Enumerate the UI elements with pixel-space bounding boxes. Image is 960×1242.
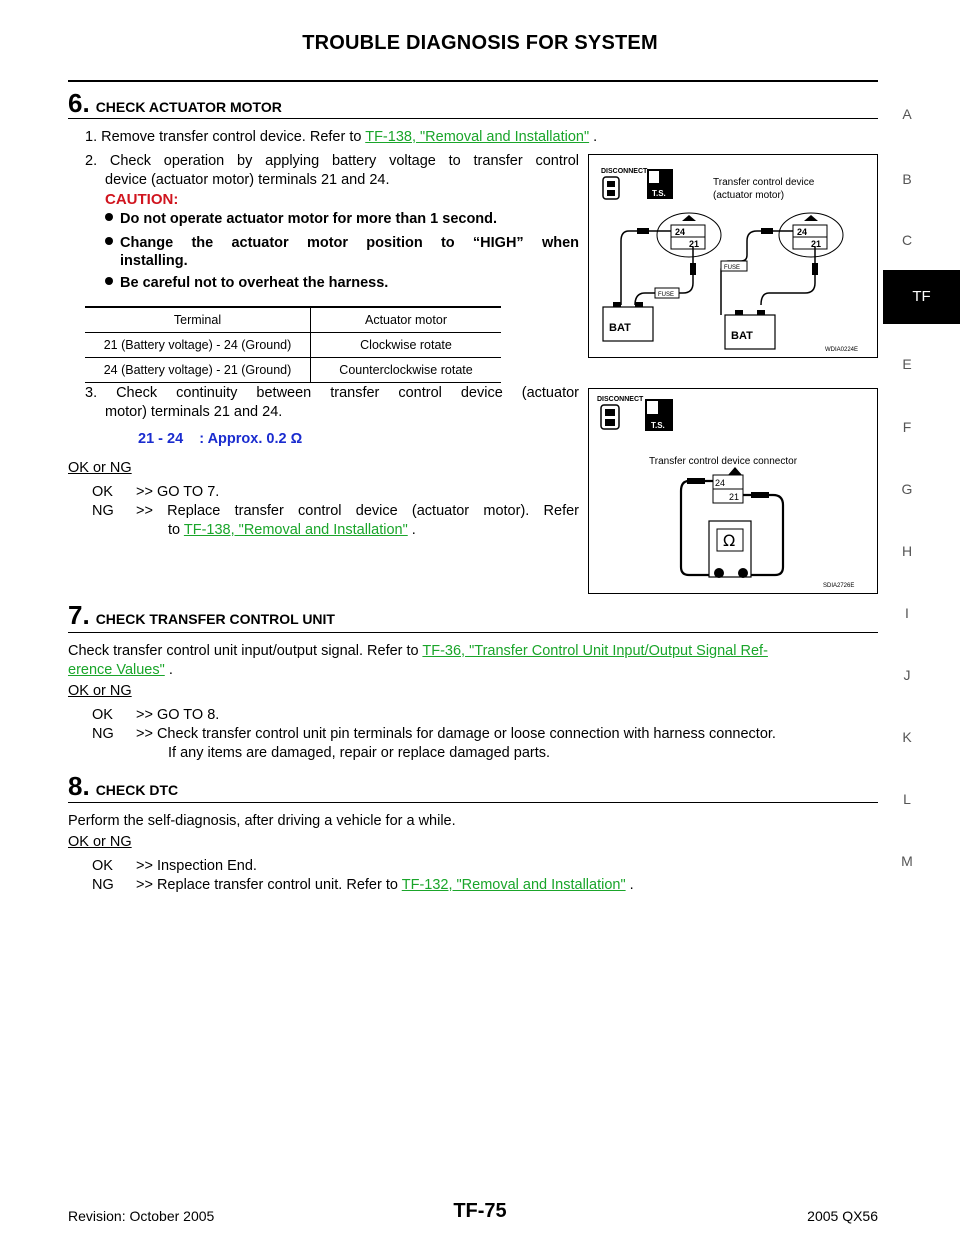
step-8-number: 8. (68, 771, 90, 801)
continuity-spec: 21 - 24 : Approx. 0.2 Ω (138, 431, 303, 447)
figure-actuator-motor-wiring (588, 154, 878, 358)
terminal-table (85, 308, 501, 383)
svg-text:T.S.: T.S. (651, 421, 665, 430)
section-index-a[interactable]: A (902, 106, 912, 122)
link-tf-36-signal-reference-cont[interactable]: erence Values" (68, 662, 165, 678)
step-8-title: CHECK DTC (95, 782, 179, 798)
link-tf-132-removal[interactable]: TF-132, "Removal and Installation" (401, 877, 626, 893)
step-8-ng-label: NG (92, 877, 114, 893)
svg-text:21: 21 (729, 492, 740, 502)
step-6-ok-text: >> GO TO 7. (136, 484, 220, 500)
step-6-heading (68, 88, 282, 119)
section-tab-tf[interactable]: TF (883, 270, 960, 324)
caution-item-2: Change the actuator motor position to “HIGH” when (105, 234, 579, 253)
caution-item-1: Do not operate actuator motor for more than 1 second. (105, 210, 497, 229)
connector-right (779, 213, 843, 257)
disconnect-icon (601, 168, 648, 199)
continuity-diagram (589, 389, 877, 593)
bullet-icon (105, 237, 113, 245)
step-8-ok-ng-heading: OK or NG (68, 834, 132, 850)
ohmmeter-icon (709, 521, 751, 578)
svg-text:BAT: BAT (731, 330, 753, 342)
section-index-c[interactable]: C (901, 232, 913, 248)
ts-icon (645, 399, 673, 431)
caution-label: CAUTION: (105, 191, 179, 208)
svg-text:T.S.: T.S. (652, 189, 666, 198)
step-7-ng-text-2: If any items are damaged, repair or replace damaged parts. (168, 745, 551, 761)
step-7-ok-ng-heading: OK or NG (68, 683, 132, 699)
section-index-i[interactable]: I (905, 605, 909, 621)
svg-text:DISCONNECT: DISCONNECT (597, 396, 644, 403)
table-cell: 21 (Battery voltage) - 24 (Ground) (85, 333, 311, 358)
section-index-j[interactable]: J (903, 667, 911, 683)
svg-text:DISCONNECT: DISCONNECT (601, 168, 648, 175)
step-6-title: CHECK ACTUATOR MOTOR (95, 99, 282, 115)
svg-text:24: 24 (715, 478, 726, 488)
fuse-label: FUSE (658, 292, 675, 298)
battery-right (725, 310, 775, 349)
terminal-table-wrap (85, 306, 501, 383)
disconnect-icon (597, 396, 644, 429)
svg-text:BAT: BAT (609, 322, 631, 334)
section-index-h[interactable]: H (901, 543, 913, 559)
link-tf-138-removal-2[interactable]: TF-138, "Removal and Installation" (183, 522, 408, 538)
svg-text:Ω: Ω (723, 531, 736, 550)
bullet-icon (105, 213, 113, 221)
svg-text:21: 21 (811, 239, 822, 249)
step-6-ng-ref: to TF-138, "Removal and Installation" . (168, 522, 416, 538)
header-rule (68, 80, 878, 82)
bullet-icon (105, 277, 113, 285)
figure-continuity-check (588, 388, 878, 594)
step-6-item-3-line-1: 3. Check continuity between transfer control device (actuator (85, 385, 579, 401)
svg-text:21: 21 (689, 239, 700, 249)
svg-text:24: 24 (797, 227, 808, 237)
table-header-actuator: Actuator motor (365, 313, 447, 327)
connector-left (657, 213, 721, 257)
table-cell: Counterclockwise rotate (339, 363, 473, 377)
step-6-ok-label: OK (92, 484, 113, 500)
step-8-heading (68, 771, 178, 802)
section-index-l[interactable]: L (903, 791, 911, 807)
step-8-text: Perform the self-diagnosis, after driving a vehicle for a while. (68, 813, 456, 829)
figure-2-code: SDIA2726E (823, 583, 855, 589)
step-6-rule (68, 118, 878, 119)
table-header-terminal: Terminal (85, 308, 311, 333)
step-7-ng-label: NG (92, 726, 114, 742)
step-7-rule (68, 632, 878, 633)
step-7-title: CHECK TRANSFER CONTROL UNIT (95, 611, 335, 627)
caution-item-3: Be careful not to overheat the harness. (105, 274, 388, 293)
figure-1-caption-line-2: (actuator motor) (713, 190, 785, 201)
page-title: TROUBLE DIAGNOSIS FOR SYSTEM (302, 32, 658, 54)
page-number: TF-75 (453, 1200, 507, 1222)
step-8-ok-text: >> Inspection End. (136, 858, 257, 874)
step-7-text: Check transfer control unit input/output signal. Refer to TF-36, "Transfer Control Unit Input/Output Signal Ref- (68, 643, 768, 659)
footer-model: 2005 QX56 (807, 1208, 878, 1224)
step-7-text-cont: erence Values" . (68, 662, 173, 678)
section-index-b[interactable]: B (902, 171, 912, 187)
figure-1-caption-line-1: Transfer control device (713, 177, 815, 188)
connector (713, 467, 743, 503)
step-6-number: 6. (68, 88, 90, 118)
step-7-number: 7. (68, 600, 90, 630)
step-8-ok-label: OK (92, 858, 113, 874)
step-6-item-2-line-2: device (actuator motor) terminals 21 and 24. (105, 172, 390, 188)
step-6-ng-label: NG (92, 503, 114, 519)
section-index-f[interactable]: F (902, 419, 912, 435)
caution-item-2-cont: installing. (120, 253, 188, 269)
step-7-ok-text: >> GO TO 8. (136, 707, 220, 723)
svg-text:FUSE: FUSE (724, 265, 741, 271)
section-index-m[interactable]: M (901, 853, 913, 869)
step-6-ok-ng-heading: OK or NG (68, 460, 132, 476)
table-cell: 24 (Battery voltage) - 21 (Ground) (85, 358, 311, 383)
step-8-ng-text: >> Replace transfer control unit. Refer to TF-132, "Removal and Installation" . (136, 877, 634, 893)
step-6-item-1: 1. Remove transfer control device. Refer to TF-138, "Removal and Installation" . (85, 129, 598, 145)
link-tf-36-signal-reference[interactable]: TF-36, "Transfer Control Unit Input/Output Signal Ref- (422, 643, 768, 659)
link-tf-138-removal[interactable]: TF-138, "Removal and Installation" (365, 129, 590, 145)
actuator-wiring-diagram (589, 155, 877, 357)
step-8-rule (68, 802, 878, 803)
step-6-item-2-line-1: 2. Check operation by applying battery voltage to transfer control (85, 153, 579, 169)
section-index-e[interactable]: E (902, 356, 912, 372)
step-6-item-3-line-2: motor) terminals 21 and 24. (105, 404, 283, 420)
step-6-ng-text: >> Replace transfer control device (actuator motor). Refer (136, 503, 579, 519)
footer-revision: Revision: October 2005 (68, 1208, 215, 1224)
svg-text:24: 24 (675, 227, 686, 237)
step-7-ok-label: OK (92, 707, 113, 723)
battery-left (603, 302, 653, 341)
ts-icon (647, 169, 673, 199)
figure-2-caption: Transfer control device connector (649, 456, 798, 467)
step-7-ng-text-1: >> Check transfer control unit pin terminals for damage or loose connection with harness connector. (136, 726, 776, 742)
figure-1-code: WDIA0224E (825, 347, 859, 353)
step-7-heading (68, 600, 335, 631)
section-index-k[interactable]: K (902, 729, 912, 745)
section-index-g[interactable]: G (901, 481, 913, 497)
table-cell: Clockwise rotate (360, 338, 452, 352)
